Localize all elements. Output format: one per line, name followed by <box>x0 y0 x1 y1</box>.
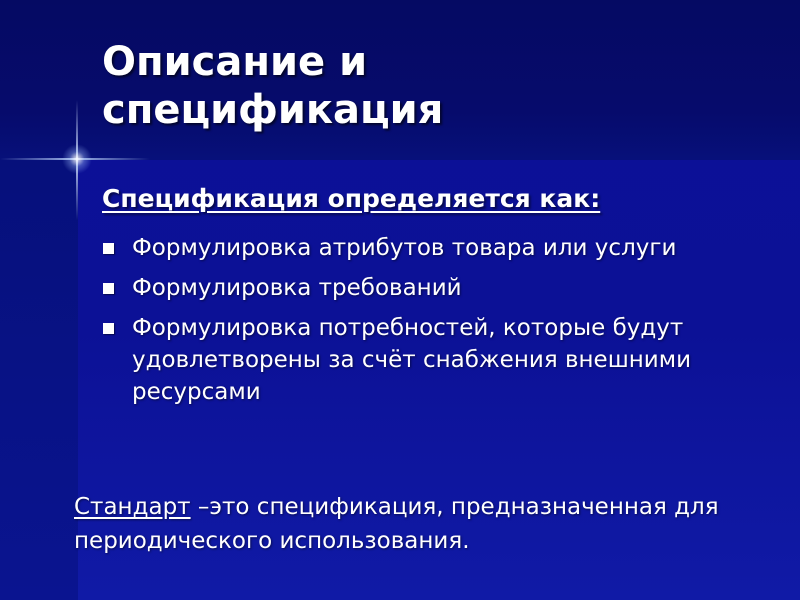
square-bullet-icon <box>103 243 114 254</box>
definition-term: Стандарт <box>74 494 191 520</box>
slide-title <box>102 38 722 134</box>
definition-note <box>74 490 774 558</box>
title-line-2: спецификация <box>102 87 444 133</box>
square-bullet-icon <box>103 283 114 294</box>
definition-text: –это спецификация, предназначенная для периодического использования. <box>74 494 719 554</box>
title-line-1: Описание и <box>102 39 368 85</box>
square-bullet-icon <box>103 323 114 334</box>
bullet-item <box>102 272 742 304</box>
bullet-item <box>102 312 742 408</box>
bullet-text: Формулировка атрибутов товара или услуги <box>132 235 677 261</box>
left-accent-band <box>0 160 78 600</box>
bullet-list <box>102 232 742 416</box>
bullet-item <box>102 232 742 264</box>
bullet-text: Формулировка требований <box>132 275 462 301</box>
light-flare-glow <box>62 144 92 174</box>
subheading: Спецификация определяется как: <box>102 184 601 213</box>
bullet-text: Формулировка потребностей, которые будут удовлетворены за счёт снабжения внешними ресурсами <box>132 315 692 405</box>
